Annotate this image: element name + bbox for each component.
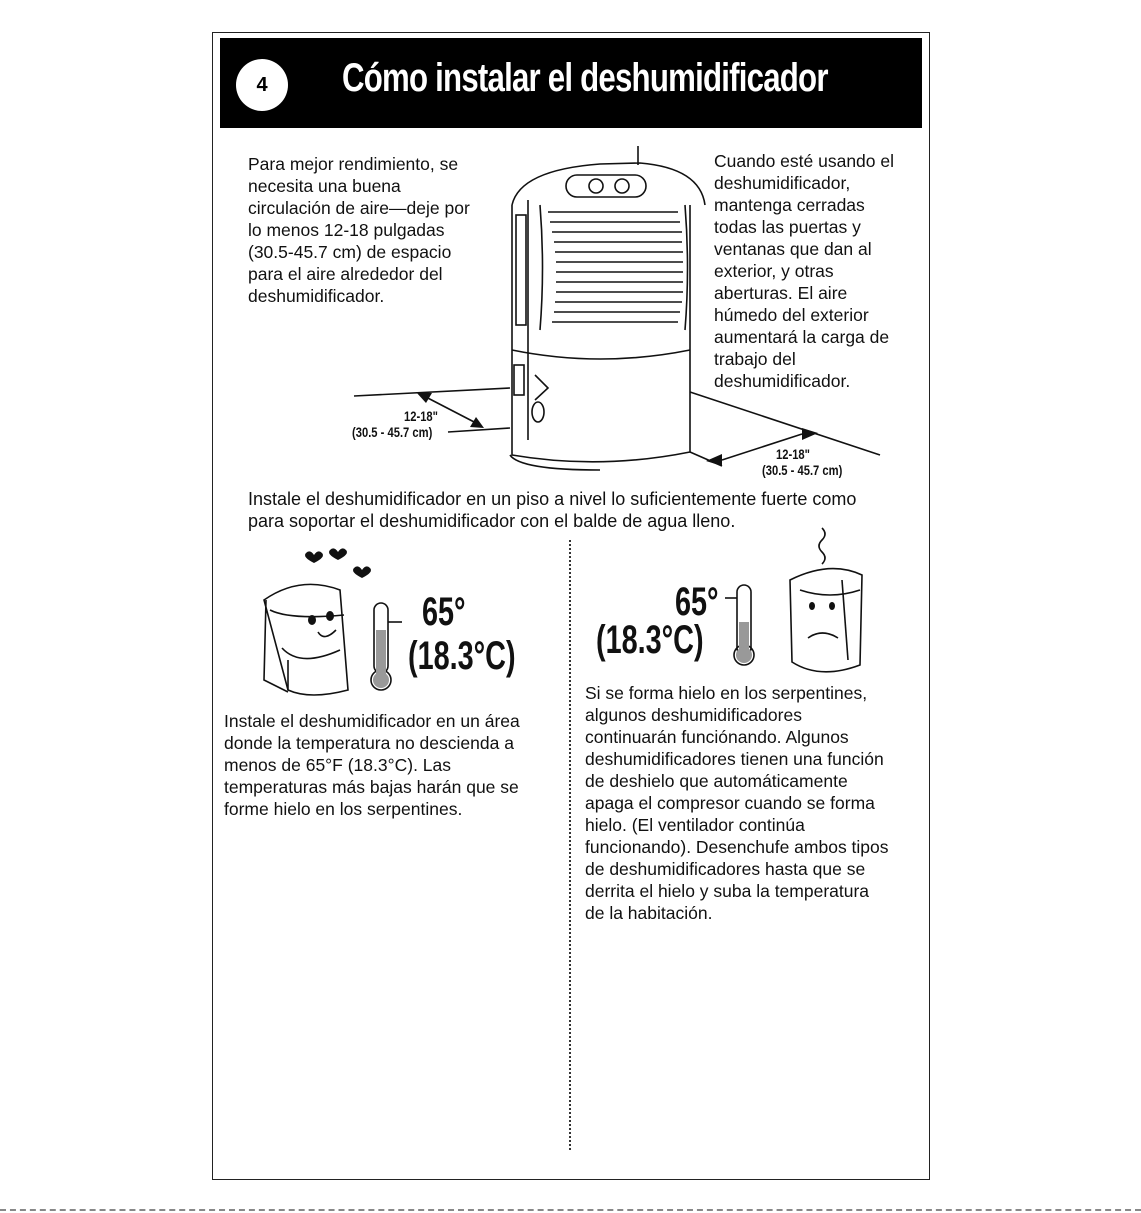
temperature-instruction: Instale el deshumidificador en un área donde la temperatura no descienda a menos de 65°F (18.3°C). Las temperaturas más bajas harán que se forme hielo en los serpentines. xyxy=(224,711,520,819)
clearance-right-inches: 12-18" xyxy=(776,446,810,462)
left-temp-fahrenheit: 65° xyxy=(422,590,466,634)
page-title: Cómo instalar el deshumidificador xyxy=(342,56,828,100)
left-temp-celsius: (18.3°C) xyxy=(408,634,516,678)
right-temp-fahrenheit: 65° xyxy=(675,580,719,624)
clearance-right-cm: (30.5 - 45.7 cm) xyxy=(762,462,843,478)
ice-coils-instruction: Si se forma hielo en los serpentines, algunos deshumidificadores continuarán funciónando. Algunos deshumidificadores tienen una función de deshielo que automáticamente apaga el compresor cuando se forma hielo. (El ventilador continúa funcionando). Desenchufe ambos tipos de deshumidificadores hasta que se derrita el hielo y suba la temperatura de la habitación. xyxy=(585,683,889,923)
step-number-badge: 4 xyxy=(236,59,288,111)
column-divider xyxy=(569,540,571,1150)
clearance-left-inches: 12-18" xyxy=(404,408,438,424)
clearance-left-cm: (30.5 - 45.7 cm) xyxy=(352,424,433,440)
page-edge-line xyxy=(0,1209,1141,1213)
airflow-instruction: Para mejor rendimiento, se necesita una buena circulación de aire—deje por lo menos 12-18 pulgadas (30.5-45.7 cm) de espacio para el aire alrededor del deshumidificador. xyxy=(248,154,470,306)
closed-doors-instruction: Cuando esté usando el deshumidificador, mantenga cerradas todas las puertas y ventanas que dan al exterior, y otras aberturas. El aire húmedo del exterior aumentará la carga de trabajo del deshumidificador. xyxy=(714,151,894,391)
right-temp-celsius: (18.3°C) xyxy=(596,618,704,662)
floor-instruction: Instale el deshumidificador en un piso a nivel lo suficientemente fuerte como para soportar el deshumidificador con el balde de agua lleno. xyxy=(248,489,857,531)
